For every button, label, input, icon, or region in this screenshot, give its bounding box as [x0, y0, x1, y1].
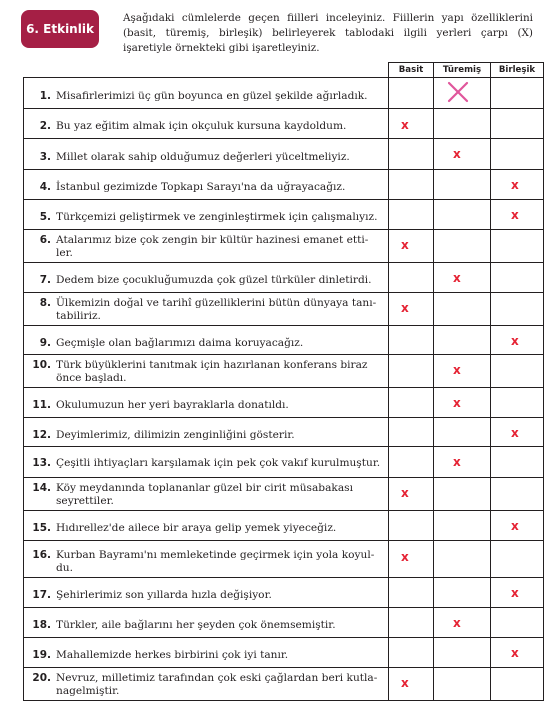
mark-cell-basit[interactable]: [389, 230, 434, 263]
sentence-number: 11.: [32, 399, 51, 411]
sentence-number: 6.: [39, 234, 51, 246]
mark-cell-birlesik[interactable]: [491, 511, 544, 541]
mark-cell-basit[interactable]: [389, 170, 434, 200]
table-row: [24, 478, 544, 511]
sentence-text: Geçmişle olan bağlarımızı daima koruyacağız.: [56, 336, 304, 349]
sentence-cell: [24, 447, 389, 478]
mark-cell-birlesik[interactable]: [491, 326, 544, 355]
mark-cell-turemis[interactable]: [434, 608, 491, 638]
sentence-cell: [24, 608, 389, 638]
header-turemis: Türemiş: [434, 63, 491, 78]
cross-mark: x: [401, 301, 409, 315]
sentence-cell: [24, 511, 389, 541]
mark-cell-birlesik[interactable]: [491, 418, 544, 447]
sentence-cell: [24, 200, 389, 230]
sentence-number: 2.: [39, 120, 51, 132]
mark-cell-birlesik[interactable]: [491, 293, 544, 326]
sentence-text: Mahallemizde herkes birbirini çok iyi tanır.: [56, 649, 289, 661]
sentence-text: Deyimlerimiz, dilimizin zenginliğini gösterir.: [56, 428, 295, 441]
mark-cell-turemis[interactable]: [434, 388, 491, 418]
table-row: [24, 200, 544, 230]
table-row: [24, 418, 544, 447]
mark-cell-basit[interactable]: [389, 447, 434, 478]
sentence-cell: [24, 139, 389, 170]
table-row: [24, 541, 544, 578]
table-row: [24, 170, 544, 200]
mark-cell-turemis[interactable]: [434, 170, 491, 200]
mark-cell-turemis[interactable]: [434, 478, 491, 511]
sentence-number: 1.: [39, 89, 51, 102]
sentence-text: Şehirlerimiz son yıllarda hızla değişiyor.: [56, 589, 272, 601]
table-row: [24, 293, 544, 326]
mark-cell-basit[interactable]: [389, 511, 434, 541]
cross-mark: x: [511, 334, 519, 348]
mark-cell-birlesik[interactable]: [491, 263, 544, 293]
cross-mark: x: [401, 118, 409, 132]
mark-cell-turemis[interactable]: [434, 511, 491, 541]
table-row: [24, 109, 544, 139]
table-row: [24, 355, 544, 388]
cross-mark: x: [511, 586, 519, 600]
sentence-number: 7.: [39, 274, 51, 286]
mark-cell-birlesik[interactable]: [491, 230, 544, 263]
mark-cell-turemis[interactable]: [434, 139, 491, 170]
sentence-text: Dedem bize çocukluğumuzda çok güzel türküler dinletirdi.: [56, 274, 372, 286]
sentence-cell: [24, 293, 389, 326]
mark-cell-birlesik[interactable]: [491, 638, 544, 668]
table-row: [24, 230, 544, 263]
mark-cell-basit[interactable]: [389, 200, 434, 230]
mark-cell-birlesik[interactable]: [491, 478, 544, 511]
sentence-number: 19.: [32, 649, 51, 661]
sentence-cell: [24, 638, 389, 668]
mark-cell-basit[interactable]: [389, 355, 434, 388]
mark-cell-turemis[interactable]: [434, 418, 491, 447]
mark-cell-birlesik[interactable]: [491, 541, 544, 578]
mark-cell-birlesik[interactable]: [491, 200, 544, 230]
sentence-cell: [24, 578, 389, 608]
activity-label: 6. Etkinlik: [26, 22, 94, 36]
mark-cell-basit[interactable]: [389, 668, 434, 701]
mark-cell-turemis[interactable]: [434, 78, 491, 109]
table-row: [24, 578, 544, 608]
mark-cell-turemis[interactable]: [434, 578, 491, 608]
sentence-text: Çeşitli ihtiyaçları karşılamak için pek çok vakıf kurulmuştur.: [56, 456, 381, 469]
table-row: [24, 638, 544, 668]
mark-cell-turemis[interactable]: [434, 447, 491, 478]
mark-cell-basit[interactable]: [389, 478, 434, 511]
mark-cell-turemis[interactable]: [434, 668, 491, 701]
mark-cell-turemis[interactable]: [434, 200, 491, 230]
mark-cell-turemis[interactable]: [434, 355, 491, 388]
mark-cell-turemis[interactable]: [434, 326, 491, 355]
mark-cell-basit[interactable]: [389, 293, 434, 326]
sentence-text: Türk büyüklerini tanıtmak için hazırlanan konferans biraz önce başladı.: [56, 359, 368, 384]
mark-cell-basit[interactable]: [389, 541, 434, 578]
sentence-number: 5.: [39, 211, 51, 223]
sentence-text: Türkçemizi geliştirmek ve zenginleştirmek için çalışmalıyız.: [56, 211, 378, 223]
sentence-text: Bu yaz eğitim almak için okçuluk kursuna kaydoldum.: [56, 120, 347, 132]
sentence-text: Misafirlerimizi üç gün boyunca en güzel şekilde ağırladık.: [56, 89, 368, 102]
sentence-text: Ülkemizin doğal ve tarihî güzelliklerini bütün dünyaya tanı-tabiliriz.: [56, 297, 377, 322]
table-row: [24, 78, 544, 109]
table-row: [24, 447, 544, 478]
mark-cell-birlesik[interactable]: [491, 139, 544, 170]
sentence-cell: [24, 78, 389, 109]
sentence-cell: [24, 668, 389, 701]
mark-cell-turemis[interactable]: [434, 263, 491, 293]
mark-cell-basit[interactable]: [389, 578, 434, 608]
table-body: [24, 78, 544, 701]
mark-cell-turemis[interactable]: [434, 638, 491, 668]
cross-mark: x: [453, 363, 461, 377]
sentence-cell: [24, 230, 389, 263]
sentence-cell: [24, 388, 389, 418]
mark-cell-basit[interactable]: [389, 608, 434, 638]
table-row: [24, 668, 544, 701]
mark-cell-basit[interactable]: [389, 78, 434, 109]
sentence-text: Köy meydanında toplananlar güzel bir cirit müsabakası seyrettiler.: [56, 482, 353, 507]
table-row: [24, 388, 544, 418]
mark-cell-turemis[interactable]: [434, 230, 491, 263]
sentence-number: 12.: [32, 428, 51, 441]
cross-mark: x: [511, 426, 519, 440]
header-blank-cell: [24, 63, 389, 78]
sentence-number: 13.: [32, 456, 51, 469]
cross-mark: x: [453, 396, 461, 410]
cross-mark: x: [401, 238, 409, 252]
sentence-number: 4.: [39, 181, 51, 193]
mark-cell-basit[interactable]: [389, 418, 434, 447]
sentence-text: Atalarımız bize çok zengin bir kültür hazinesi emanet etti-ler.: [56, 234, 369, 259]
table-row: [24, 608, 544, 638]
mark-cell-turemis[interactable]: [434, 109, 491, 139]
sentence-number: 10.: [32, 359, 51, 371]
mark-cell-birlesik[interactable]: [491, 109, 544, 139]
cross-mark: x: [511, 646, 519, 660]
mark-cell-basit[interactable]: [389, 326, 434, 355]
mark-cell-basit[interactable]: [389, 263, 434, 293]
sentence-number: 8.: [39, 297, 51, 309]
sentence-number: 15.: [32, 522, 51, 534]
mark-cell-turemis[interactable]: [434, 293, 491, 326]
mark-cell-birlesik[interactable]: [491, 447, 544, 478]
mark-cell-birlesik[interactable]: [491, 355, 544, 388]
sentence-text: Kurban Bayramı'nı memleketinde geçirmek için yola koyul-du.: [56, 549, 375, 574]
mark-cell-birlesik[interactable]: [491, 78, 544, 109]
mark-cell-birlesik[interactable]: [491, 578, 544, 608]
sentence-cell: [24, 326, 389, 355]
mark-cell-birlesik[interactable]: [491, 388, 544, 418]
table-row: [24, 326, 544, 355]
sentence-cell: [24, 170, 389, 200]
activity-badge: [21, 10, 99, 48]
mark-cell-basit[interactable]: [389, 638, 434, 668]
cross-mark: x: [453, 147, 461, 161]
mark-cell-birlesik[interactable]: [491, 668, 544, 701]
instructions-text: Aşağıdaki cümlelerde geçen fiilleri inceleyiniz. Fiillerin yapı özelliklerini (basit, türemiş, birleşik) belirleyerek tablodaki ilgili yerleri çarpı (X) işaretiyle örnekteki gibi işaretleyiniz.: [123, 12, 533, 54]
header-basit: Basit: [389, 63, 434, 78]
mark-cell-basit[interactable]: [389, 388, 434, 418]
cross-mark: x: [511, 178, 519, 192]
cross-mark: x: [401, 486, 409, 500]
sentence-cell: [24, 109, 389, 139]
mark-cell-birlesik[interactable]: [491, 170, 544, 200]
sentence-text: Okulumuzun her yeri bayraklarla donatıldı.: [56, 399, 289, 411]
sentence-number: 9.: [39, 336, 51, 349]
mark-cell-turemis[interactable]: [434, 541, 491, 578]
verb-classification-table: [23, 62, 544, 701]
header-birlesik: Birleşik: [491, 63, 544, 78]
sentence-text: Hıdırellez'de ailece bir araya gelip yemek yiyeceğiz.: [56, 522, 337, 534]
table-row: [24, 263, 544, 293]
sentence-cell: [24, 541, 389, 578]
sentence-cell: [24, 418, 389, 447]
cross-mark: x: [511, 208, 519, 222]
sentence-cell: [24, 355, 389, 388]
cross-mark: x: [453, 616, 461, 630]
sentence-number: 14.: [32, 482, 51, 494]
table-header-row: [24, 63, 544, 78]
table-row: [24, 511, 544, 541]
table-row: [24, 139, 544, 170]
cross-mark: x: [453, 455, 461, 469]
example-cross-mark-icon: [447, 81, 469, 103]
cross-mark: x: [453, 271, 461, 285]
sentence-text: İstanbul gezimizde Topkapı Sarayı'na da uğrayacağız.: [56, 181, 346, 193]
cross-mark: x: [511, 519, 519, 533]
sentence-cell: [24, 263, 389, 293]
mark-cell-basit[interactable]: [389, 109, 434, 139]
sentence-number: 18.: [32, 619, 51, 631]
sentence-text: Millet olarak sahip olduğumuz değerleri yüceltmeliyiz.: [56, 150, 350, 163]
sentence-number: 20.: [32, 672, 51, 684]
mark-cell-birlesik[interactable]: [491, 608, 544, 638]
sentence-number: 17.: [32, 589, 51, 601]
sentence-number: 16.: [32, 549, 51, 561]
cross-mark: x: [401, 676, 409, 690]
sentence-text: Nevruz, milletimiz tarafından çok eski çağlardan beri kutla-nagelmiştir.: [56, 672, 378, 697]
cross-mark: x: [401, 550, 409, 564]
sentence-cell: [24, 478, 389, 511]
mark-cell-basit[interactable]: [389, 139, 434, 170]
sentence-text: Türkler, aile bağlarını her şeyden çok önemsemiştir.: [56, 619, 336, 631]
sentence-number: 3.: [39, 150, 51, 163]
